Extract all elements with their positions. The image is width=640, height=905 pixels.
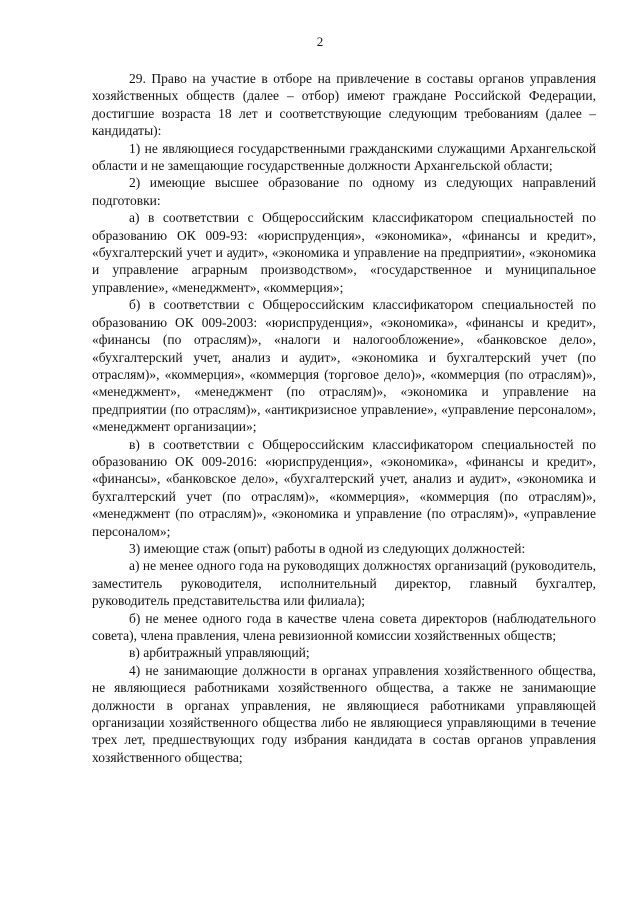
- paragraph-requirement-3a: а) не менее одного года на руководящих должностях организаций (руководитель, заместитель руководителя, исполнительный директор, главный бухгалтер, руководитель представительства или филиала);: [92, 558, 596, 609]
- document-body: [92, 70, 596, 766]
- page-number: 2: [316, 34, 324, 49]
- paragraph-requirement-2b: б) в соответствии с Общероссийским классификатором специальностей по образованию ОК 009-2003: «юриспруденция», «экономика», «финансы и кредит», «финансы (по отраслям)», «налоги и налогообложение», «банковское дело», «бухгалтерский учет, анализ и аудит», «экономика и бухгалтерский учет (по отраслям)», «коммерция», «коммерция (торговое дело)», «коммерция (по отраслям)», «менеджмент», «менеджмент (по отраслям)», «экономика и управление на предприятии (по отраслям)», «антикризисное управление», «управление персоналом», «менеджмент организации»;: [92, 297, 596, 435]
- paragraph-requirement-3b: б) не менее одного года в качестве члена совета директоров (наблюдательного совета), члена правления, члена ревизионной комиссии хозяйственных обществ;: [92, 610, 596, 643]
- paragraph-requirement-3v: в) арбитражный управляющий;: [129, 645, 310, 661]
- paragraph-requirement-2a: а) в соответствии с Общероссийским классификатором специальностей по образованию ОК 009-93: «юриспруденция», «экономика», «финансы и кредит», «бухгалтерский учет и аудит», «экономика и управление на предприятии», «экономика и управление аграрным производством», «государственное и муниципальное управление», «менеджмент», «коммерция»;: [92, 210, 596, 295]
- paragraph-requirement-2v: в) в соответствии с Общероссийским классификатором специальностей по образованию ОК 009-2016: «юриспруденция», «экономика», «финансы и кредит», «финансы», «банковское дело», «бухгалтерский учет, анализ и аудит», «экономика и бухгалтерский учет (по отраслям)», «коммерция», «коммерция (по отраслям)», «менеджмент (по отраслям)», «экономика и управление (по отраслям)», «управление персоналом»;: [92, 436, 596, 539]
- paragraph-requirement-3: 3) имеющие стаж (опыт) работы в одной из следующих должностей:: [129, 540, 526, 556]
- paragraph-requirement-1: 1) не являющиеся государственными гражданскими служащими Архангельской области и не замещающие государственные должности Архангельской области;: [92, 140, 596, 174]
- paragraph-29-intro: 29. Право на участие в отборе на привлечение в составы органов управления хозяйственных обществ (далее – отбор) имеют граждане Российской Федерации, достигшие возраста 18 лет и соответствующие следующим требованиям (далее – кандидаты):: [92, 71, 596, 139]
- paragraph-requirement-4: 4) не занимающие должности в органах управления хозяйственного общества, не являющиеся работниками хозяйственного общества, а также не занимающие должности в органах управления, не являющиеся работниками управляющей организации хозяйственного общества либо не являющиеся управляющими в течение трех лет, предшествующих году избрания кандидата в состав органов управления хозяйственного общества;: [92, 662, 596, 765]
- paragraph-requirement-2: 2) имеющие высшее образование по одному из следующих направлений подготовки:: [92, 175, 596, 208]
